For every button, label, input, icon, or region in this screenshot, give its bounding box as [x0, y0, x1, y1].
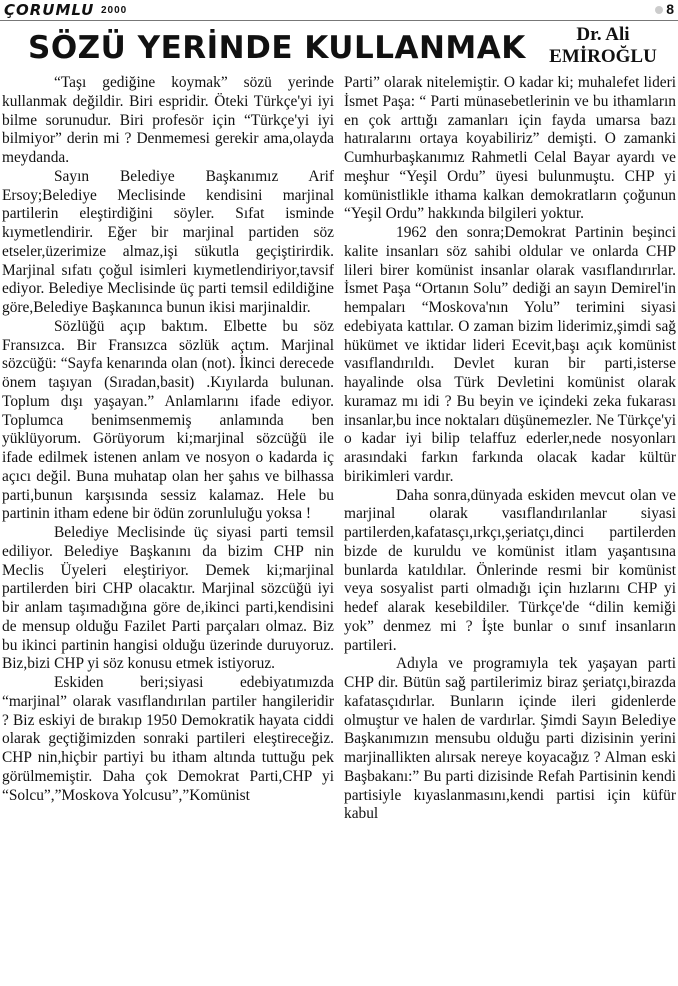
article-paragraph: Belediye Meclisinde üç siyasi parti temsil ediliyor. Belediye Başkanını da bizim CHP nin Meclis Üyeleri eleştiriyor. Demek ki;marjinal partilerden biri CHP olacaktır. Marjinal sözcüğü iyi bir anlam taşımadığına göre de,ikinci parti,kendisini de mensup olduğu Fazilet Parti parçaları olmaz. Biz bu ikinci partinin hangisi olduğu üzerinde duruyoruz. Biz,bizi CHP yi söz konusu etmek istiyoruz.	[2, 524, 334, 673]
author-title-name: Dr. Ali	[576, 24, 630, 45]
article-paragraph: Parti” olarak nitelemiştir. O kadar ki; muhalefet lideri İsmet Paşa: “ Parti münasebetlerinin ve bu ithamların en çok arttığı zamanları için fayda umarsa bazı hatıralarını ortaya koyabiliriz” demişti. O zamanki Cumhurbaşkanımız Rahmetli Celal Bayar ayardı ve meşhur “Yeşil Ordu” üyesi bulunmuştu. CHP yi komünistlikle ithama kalkan demokratların çoğunun “Yeşil Ordu” hakkında bilgileri yoktur.	[344, 74, 676, 223]
publication-year: 2000	[101, 5, 128, 16]
masthead	[0, 0, 678, 20]
article-column-right	[344, 74, 676, 824]
author-byline	[528, 24, 678, 68]
page-number: 8	[666, 1, 674, 17]
header-rule	[0, 20, 678, 21]
article-paragraph: Eskiden beri;siyasi edebiyatımızda “marjinal” olarak vasıflandırılan partiler hangileridir ? Biz eskiyi de bırakıp 1950 Demokratik hayata ciddi olarak geçtiğimizden sonraki partileri eleştireceğiz. CHP nin,hiçbir partiyi bu itham altında tuttuğu pek görülmemiştir. Daha çok Demokrat Parti,CHP yi “Solcu”,”Moskova Yolcusu”,”Komünist	[2, 674, 334, 804]
article-paragraph: “Taşı gediğine koymak” sözü yerinde kullanmak değildir. Biri espridir. Öteki Türkçe'yi iyi bilme sorunudur. Biri profesör için “Türkçe'yi iyi bilmiyor” derin mi ? Denmemesi gerekir ama,olayda meydanda.	[2, 74, 334, 166]
article-paragraph: Adıyla ve programıyla tek yaşayan parti CHP dir. Bütün sağ partilerimiz biraz şeriatçı,birazda kafatasçıdırlar. Bunların içinde ileri gidenlerde olmuştur ve halen de vardırlar. Şimdi Sayın Belediye Başkanımızın mensubu olduğu parti dizisinin yerini marjinallikten alırsak nereye koyacağız ? Alman eski Başbakanı:” Bu parti dizisinde Refah Partisinin kendi partisiyle kıyaslanmasını,kendi partisi için küfür kabul	[344, 655, 676, 823]
bullet-icon	[655, 6, 663, 14]
page-number-block	[655, 1, 674, 17]
article-paragraph: Sayın Belediye Başkanımız Arif Ersoy;Belediye Meclisinde kendisini marjinal partilerin eleştirdiğini söyler. Sıfat isminde kıymetlendirir. Eğer bir marjinal partiden söz etseler,üzerimize almaz,işi sükutla geçiştirirdik. Marjinal sıfatı çoğul isimleri kıymetlendiriyor,tavsif ediyor. Belediye Meclisinde üç parti temsil edildiğine göre,Belediye Başkanınca bunun ikisi marjinaldir.	[2, 167, 334, 316]
article-paragraph: 1962 den sonra;Demokrat Partinin beşinci kalite insanları söz sahibi oldular ve onlarda CHP lileri birer komünist insanlar olarak vasıflandırırlar. İsmet Paşa “Ortanın Solu” dediği an sayın Demirel'in hempaları “Moskova'nın Yolu” terimini siyasi edebiyata kattılar. O zaman bizim liderimiz,şimdi sağ hükümet ve iktidar lideri Ecevit,başı açık komünist vasıflandırıldı. Devlet kuran bir parti,isterse hayalinde olsa Türk Devletini komünist olarak kuramaz mı idi ? Bu beyin ve içindeki zeka fukarası insanlar,bu ince noktaları düşünemezler. Ne Türkçe'yi o kadar iyi bilip telaffuz ederler,nede nosyonları arasındaki farkın farkında olacak kadar kültür birikimleri vardır.	[344, 224, 676, 485]
article-paragraph: Daha sonra,dünyada eskiden mevcut olan ve marjinal olarak vasıflandırılanlar siyasi partilerden,kafatasçı,ırkçı,şeriatçı,dinci partilerden bizde de kuruldu ve komünist itlam yaşantısına bunlarda katıldılar. Önlerinde resmi bir komünist veya sosyalist parti olmadığı için hızlarını CHP yi hedef alarak kesebildiler. Türkçe'de “dilin kemiği yok” denmez mi ? İşte bunlar o sınıf insanların partileri.	[344, 486, 676, 654]
article-paragraph: Sözlüğü açıp baktım. Elbette bu söz Fransızca. Bir Fransızca sözlük açtım. Marjinal sözcüğü: “Sayfa kenarında olan (not). İkinci derecede önem taşıyan (Sıradan,basit) .Kıyılarda bulunan. Toplum dışı yaşayan.” Anlamlarını ifade ediyor. Toplumca benimsenmemiş anlamında ben yüklüyorum. Görüyorum ki;marjinal sözcüğü ile ifade edilmek istenen anlam ve nosyon o kadarda iç açıcı değil. Buna muhatap olan her şahıs ve bilhassa parti,bunun karşısında sessiz kalamaz. Hele bu partinin itham edene bir ödün zorunluluğu yoksa !	[2, 317, 334, 523]
article-column-left	[2, 74, 334, 805]
publication-logo: ÇORUMLU	[4, 1, 95, 19]
author-surname: EMİROĞLU	[549, 46, 657, 67]
article-title: SÖZÜ YERİNDE KULLANMAK	[28, 30, 526, 66]
